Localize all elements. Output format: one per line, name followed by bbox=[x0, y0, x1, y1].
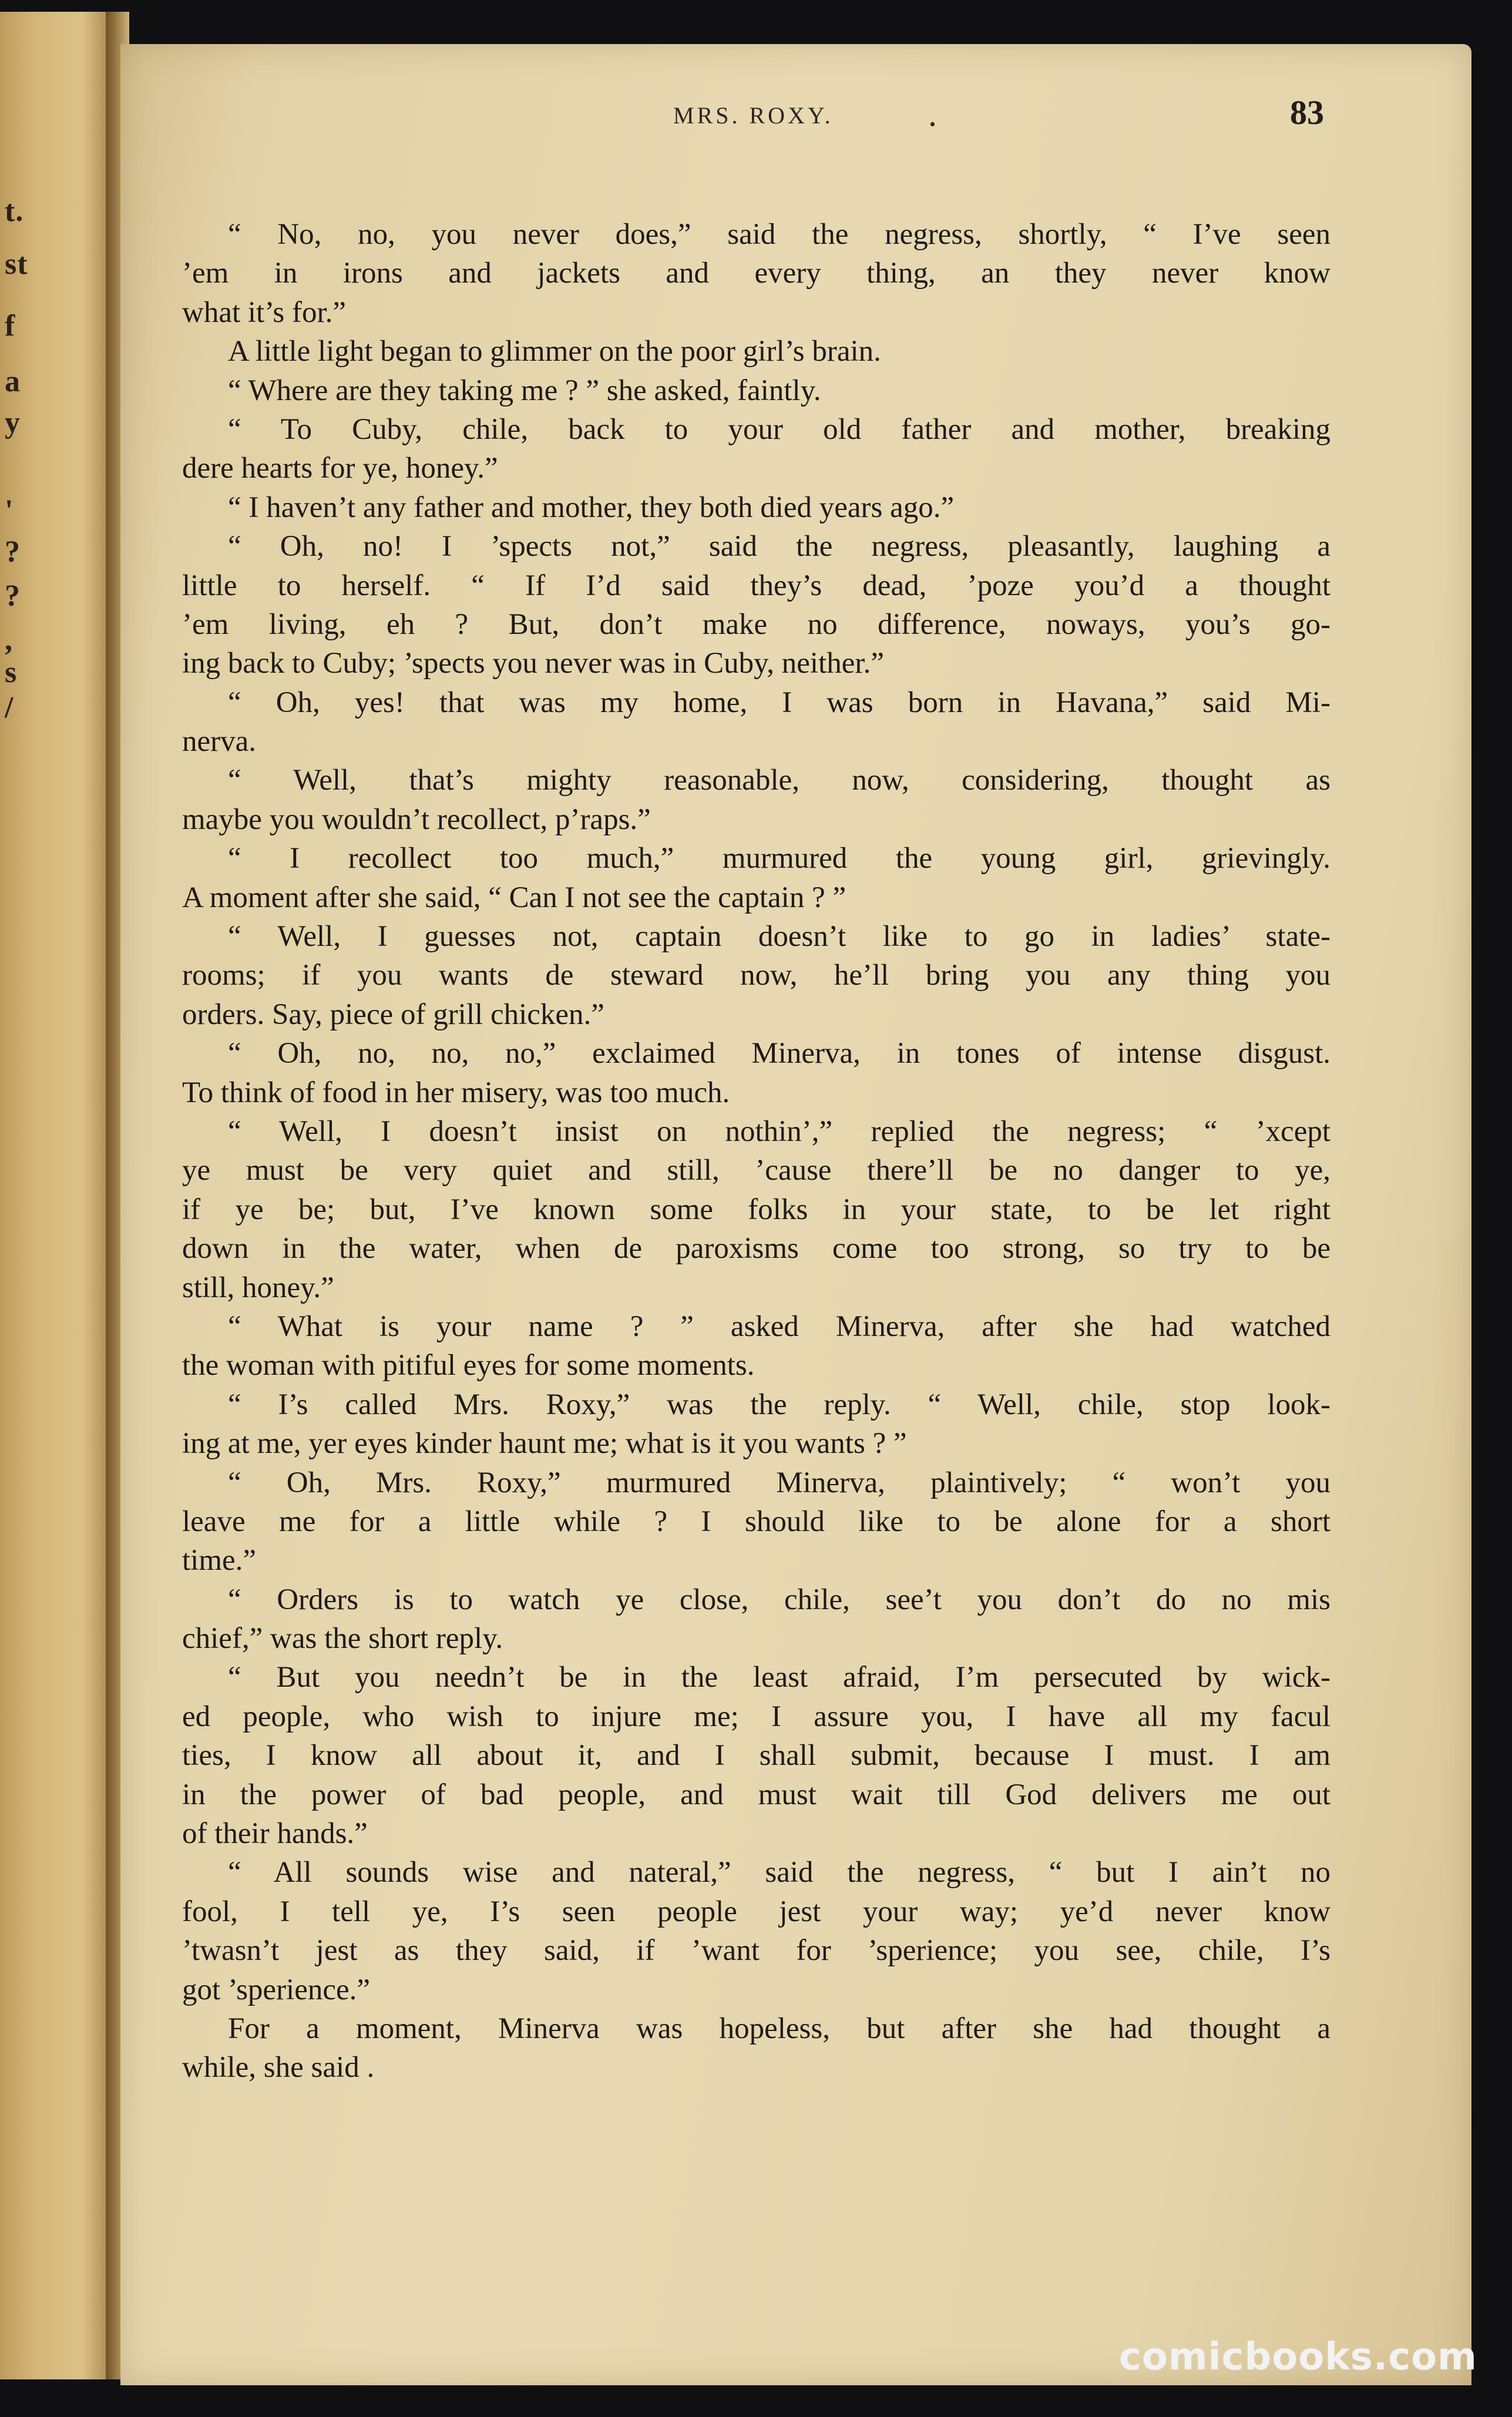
text-line: ing back to Cuby; ’spects you never was in Cuby, neither.” bbox=[182, 647, 884, 680]
text-line: dere hearts for ye, honey.” bbox=[182, 452, 498, 485]
text-line: “ Oh, no, no, no,” exclaimed Minerva, in tones of intense disgust. bbox=[228, 1037, 1330, 1070]
text-line: ’twasn’t jest as they said, if ’want for ’sperience; you see, chile, I’s bbox=[182, 1934, 1330, 1968]
facing-page-fragment: y bbox=[5, 406, 21, 439]
text-line: in the power of bad people, and must wait till God delivers me out bbox=[182, 1778, 1330, 1811]
text-line: little to herself. “ If I’d said they’s dead, ’poze you’d a thought bbox=[182, 569, 1330, 602]
text-line: ye must be very quiet and still, ’cause there’ll be no danger to ye, bbox=[182, 1154, 1330, 1187]
text-line: maybe you wouldn’t recollect, p’raps.” bbox=[182, 803, 651, 836]
text-line: what it’s for.” bbox=[182, 296, 347, 329]
facing-page-fragment: a bbox=[5, 365, 21, 398]
previous-page-edge bbox=[0, 12, 117, 2379]
text-line: “ I recollect too much,” murmured the young girl, grievingly. bbox=[228, 842, 1330, 875]
facing-page-fragment: f bbox=[5, 309, 16, 343]
text-line: “ To Cuby, chile, back to your old father and mother, breaking bbox=[228, 412, 1330, 446]
facing-page-fragment: ' bbox=[5, 494, 14, 528]
text-line: “ I’s called Mrs. Roxy,” was the reply. “ Well, chile, stop look- bbox=[228, 1388, 1330, 1421]
facing-page-fragment: / bbox=[5, 691, 14, 724]
text-line: nerva. bbox=[182, 725, 257, 758]
text-line: For a moment, Minerva was hopeless, but after she had thought a bbox=[228, 2012, 1330, 2045]
text-line: fool, I tell ye, I’s seen people jest your way; ye’d never know bbox=[182, 1895, 1330, 1928]
text-line: time.” bbox=[182, 1544, 257, 1577]
facing-page-fragment: ? bbox=[5, 535, 21, 569]
page-number: 83 bbox=[1290, 93, 1324, 132]
text-line: leave me for a little while ? I should like to be alone for a short bbox=[182, 1505, 1330, 1538]
text-line: “ Oh, yes! that was my home, I was born in Havana,” said Mi- bbox=[228, 686, 1330, 719]
text-line: “ Orders is to watch ye close, chile, see’t you don’t do no mis bbox=[228, 1583, 1330, 1616]
text-line: got ’sperience.” bbox=[182, 1973, 371, 2006]
text-line: “ Where are they taking me ? ” she asked, faintly. bbox=[228, 374, 821, 407]
text-line: “ What is your name ? ” asked Minerva, after she had watched bbox=[228, 1310, 1330, 1343]
text-line: orders. Say, piece of grill chicken.” bbox=[182, 998, 604, 1031]
running-head-dot: . bbox=[928, 95, 937, 133]
text-line: To think of food in her misery, was too much. bbox=[182, 1076, 730, 1109]
running-head: MRS. ROXY. bbox=[673, 102, 834, 129]
text-line: ed people, who wish to injure me; I assure you, I have all my facul bbox=[182, 1700, 1330, 1733]
text-line: of their hands.” bbox=[182, 1817, 368, 1851]
text-line: ’em living, eh ? But, don’t make no difference, noways, you’s go- bbox=[182, 607, 1330, 641]
facing-page-fragment: ? bbox=[5, 579, 21, 613]
text-line: down in the water, when de paroxisms come too strong, so try to be bbox=[182, 1232, 1330, 1265]
facing-page-fragment: t. bbox=[5, 194, 24, 228]
text-line: “ All sounds wise and nateral,” said the negress, “ but I ain’t no bbox=[228, 1856, 1330, 1889]
text-line: “ But you needn’t be in the least afraid, I’m persecuted by wick- bbox=[228, 1661, 1330, 1694]
text-line: rooms; if you wants de steward now, he’ll bring you any thing you bbox=[182, 959, 1330, 992]
text-line: the woman with pitiful eyes for some moments. bbox=[182, 1349, 755, 1382]
text-line: A little light began to glimmer on the poor girl’s brain. bbox=[228, 335, 881, 368]
watermark: comicbooks.com bbox=[1119, 2335, 1477, 2379]
text-line: “ Well, that’s mighty reasonable, now, considering, thought as bbox=[228, 764, 1330, 797]
text-line: ing at me, yer eyes kinder haunt me; what is it you wants ? ” bbox=[182, 1427, 907, 1461]
text-line: while, she said . bbox=[182, 2051, 375, 2084]
text-line: “ Well, I guesses not, captain doesn’t like to go in ladies’ state- bbox=[228, 920, 1330, 954]
text-line: still, honey.” bbox=[182, 1271, 334, 1304]
text-line: “ No, no, you never does,” said the negress, shortly, “ I’ve seen bbox=[228, 218, 1330, 251]
facing-page-fragment: st bbox=[5, 247, 28, 281]
text-line: “ Well, I doesn’t insist on nothin’,” replied the negress; “ ’xcept bbox=[228, 1114, 1330, 1148]
text-line: chief,” was the short reply. bbox=[182, 1622, 503, 1656]
text-line: “ Oh, Mrs. Roxy,” murmured Minerva, plaintively; “ won’t you bbox=[228, 1466, 1330, 1499]
facing-page-fragment: s bbox=[5, 656, 18, 689]
text-line: “ I haven’t any father and mother, they both died years ago.” bbox=[228, 491, 955, 524]
facing-page-fragment: , bbox=[5, 623, 13, 657]
text-line: ’em in irons and jackets and every thing, an they never know bbox=[182, 257, 1330, 290]
body-text bbox=[182, 215, 1330, 2087]
text-line: A moment after she said, “ Can I not see the captain ? ” bbox=[182, 881, 846, 914]
text-line: if ye be; but, I’ve known some folks in your state, to be let right bbox=[182, 1193, 1330, 1226]
text-line: ties, I know all about it, and I shall submit, because I must. I am bbox=[182, 1739, 1330, 1773]
text-line: “ Oh, no! I ’spects not,” said the negress, pleasantly, laughing a bbox=[228, 530, 1330, 563]
